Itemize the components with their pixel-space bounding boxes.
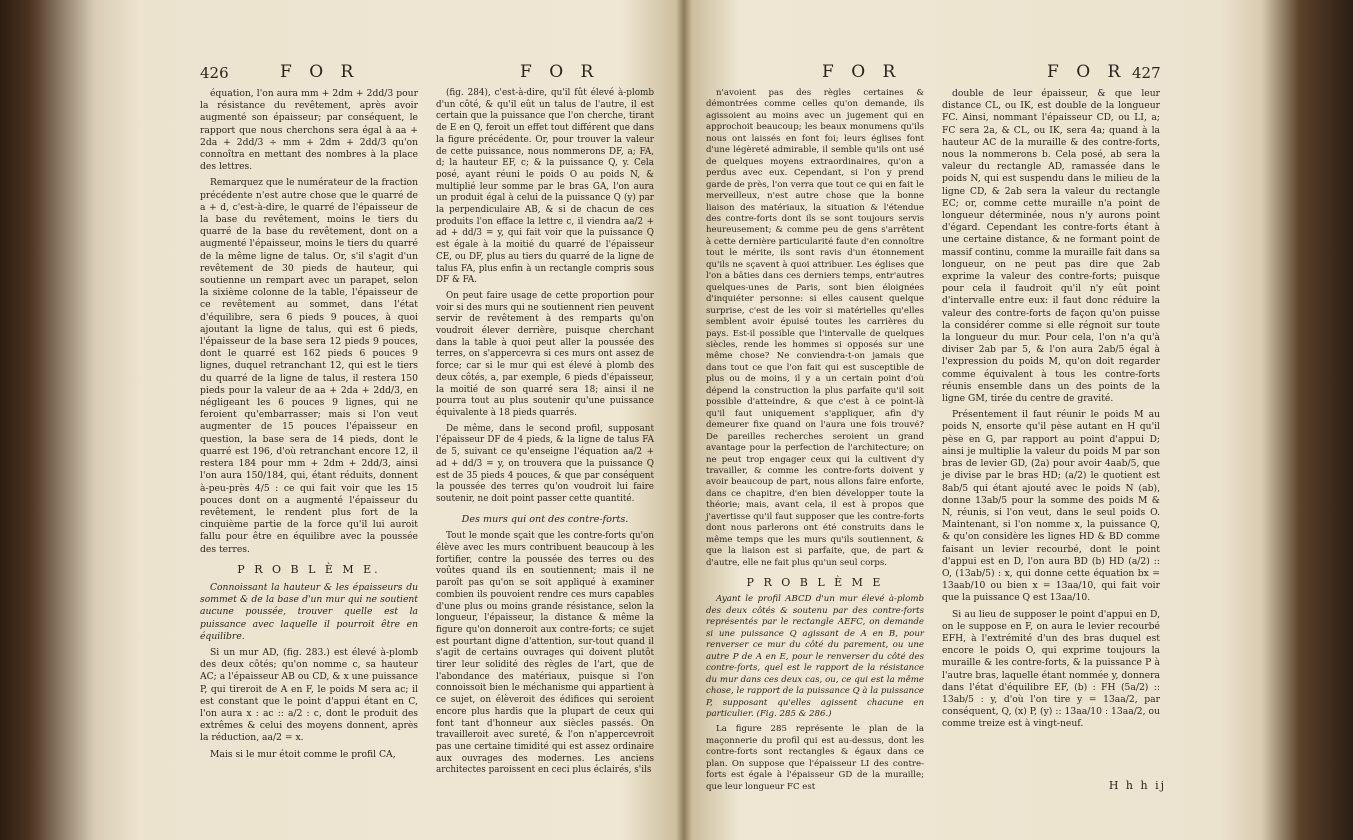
probleme-statement: Connoissant la hauteur & les épaisseurs du sommet & de la base d'un mur qui ne soutient aucune poussée, trouver quelle est la puissance avec laquelle il pourroit être en équilibre. bbox=[200, 581, 418, 642]
paragraph: Présentement il faut réunir le poids M au poids N, ensorte qu'il pèse autant en H qu'il pèse en G, par rapport au point d'appui D; ainsi je multiplie la valeur du poids M par son bras de levier GD, (2a) pour avoir 4aab/5, que je divise par le bras HD; (a/2) le quotient est 8ab/5 qui étant ajouté avec le poids N (ab), donne 13ab/5 pour la somme des poids M & N, réunis, si l'on veut, dans le seul poids O. Maintenant, si l'on nomme x, la puissance Q, & qu'on considère les lignes HD & BD comme faisant un levier recourbé, dont le point d'appui est en D, l'on aura BD (b) HD (a/2) :: O, (13ab/5) : x, qui donne cette équation bx = 13aab/10 ou bien x = 13aa/10, qui fait voir que la puissance Q est 13aa/10. bbox=[942, 409, 1160, 604]
paragraph: Mais si le mur étoit comme le profil CA, bbox=[210, 748, 396, 760]
paragraph: Si au lieu de supposer le point d'appui en D, on le suppose en F, on aura le levier recourbé EFH, à l'extrémité d'un des bras duquel est encore le poids O, qui exprime toujours la muraille & les contre-forts, & la puissance P à l'autre bras, laquelle étant nommée y, donnera dans l'état d'équilibre EF, (b) : FH (5a/2) :: 13ab/5 : y, d'où l'on tire y = 13aa/2, par conséquent, Q, (x) P, (y) :: 13aa/10 : 13aa/2, ou comme treize est à vingt-neuf. bbox=[942, 608, 1160, 730]
left-page bbox=[190, 0, 660, 840]
left-head-word: F O R bbox=[280, 62, 360, 82]
probleme-statement: Ayant le profil ABCD d'un mur élevé à-plomb des deux côtés & soutenu par des contre-forts représentés par le rectangle AEFC, on demande si une puissance Q agissant de A en B, pour renverser ce mur du côté du parement, ou une autre P de A en E, pour le renverser du côté des contre-forts, quel est le rapport de la résistance du mur dans ces deux cas, ou, ce qui est la même chose, le rapport de la puissance Q à la puissance P, supposant qu'elles agissent chacune en particulier. (Fig. 285 & 286.) bbox=[706, 594, 924, 720]
paragraph: Remarquez que le numérateur de la fraction précédente n'est autre chose que le quarré de a + d, c'est-à-dire, le quarré de l'épaisseur de la base du revêtement, moins le tiers du quarré de la base du revêtement, dont on a augmenté l'épaisseur, moins le tiers du quarré de la même ligne de talus. Or, s'il s'agit d'un revêtement de 30 pieds de hauteur, qui soutienne un rempart avec un parapet, selon la sixième colonne de la table, l'épaisseur de ce revêtement au sommet, dans l'état d'équilibre, sera 6 pieds 9 pouces, à quoi ajoutant la ligne de talus, qui est 6 pieds, l'épaisseur de la base sera 12 pieds 9 pouces, dont le quarré est 162 pieds 6 pouces 9 lignes, duquel retranchant 12, qui est le tiers du quarré de la ligne de talus, il restera 150 pieds pour la valeur de aa + 2da + 2dd/3, en négligeant les 6 pouces 9 lignes, qui ne feroient qu'embarrasser; mais si l'on veut augmenter de 15 pouces l'épaisseur en question, la base sera de 14 pieds, dont le quarré est 196, d'où retranchant encore 12, il restera 184 pour mm + 2dm + 2dd/3, ainsi l'on aura 150/184, qui, étant réduits, donnent à-peu-près 4/5 : ce qui fait voir que les 15 pouces dont on a augmenté l'épaisseur du revêtement, le rendent plus fort de la cinquième partie de la force qu'il lui auroit fallu pour être en équilibre avec la poussée des terres. bbox=[200, 177, 418, 555]
right-col2-head-word: F O R bbox=[1047, 62, 1127, 82]
paragraph: n'avoient pas des règles certaines & démontrées comme celles qu'on demande, ils agissoient au moins avec un jugement qui en approchoit beaucoup; les beaux monumens qu'ils nous ont laissés en font foi; leurs églises font d'une légèreté admirable, il semble qu'ils ont usé de quelques moyens extraordinaires, qu'on a perdus avec eux. Cependant, si l'on y prend garde de près, l'on verra que tout ce qui en fait le merveilleux, n'est autre chose que la bonne liaison des matériaux, la situation & l'étendue des contre-forts dont ils se sont toujours servis heureusement; & comme peu de gens s'arrêtent à cette dernière particularité faute d'en connoître tout le mérite, ils sont ravis d'un étonnement qu'ils ne sçavent à quoi attribuer. Les églises que l'on a bâties dans ces derniers temps, entr'autres quelques-unes de Paris, sont bien éloignées d'inquiéter personne: si elles causent quelque surprise, c'est de les voir si matérielles qu'elles semblent avoir épuisé toutes les carrières du pays. Est-il possible que l'intervalle de quelques siècles, rende les hommes si opposés sur une même chose? Ne conviendra-t-on jamais que dans tout ce que l'on fait qui est susceptible de plus ou de moins, il y a un certain point d'où dépend la construction la plus parfaite qu'il soit possible d'atteindre, & que c'est à ce point-là qu'il faut uniquement s'appliquer, afin d'y demeurer fixe quand on l'aura une fois trouvé? De pareilles recherches seroient un grand avantage pour la perfection de l'architecture; on ne peut trop engager ceux qui la cultivent d'y travailler, & comme les contre-forts doivent y avoir beaucoup de part, nous allons faire enforte, dans ce chapitre, d'en bien développer toute la théorie; mais, avant cela, il est à propos que j'avertisse qu'il faut supposer que les contre-forts dont nous parlerons ont été construits dans le même temps que les murs qu'ils soutiennent, & que la liaison est si parfaite, que, de part & d'autre, elle ne fait plus qu'un seul corps. bbox=[706, 88, 924, 568]
paragraph: Tout le monde sçait que les contre-forts qu'on élève avec les murs contribuent beaucoup à les fortifier, contre la poussée des terres ou des voûtes quand ils en soutiennent; mais il ne paroît pas qu'on se soit appliqué à examiner combien ils pouvoient rendre ces murs capables d'une plus ou moins grande résistance, selon la longueur, l'épaisseur, la distance & même la figure qu'on donneroit aux contre-forts; ce sujet est pourtant digne d'attention, sur-tout quand il s'agit de certains ouvrages qui doivent plutôt tirer leur solidité des règles de l'art, que de l'abondance des matériaux, puisque si l'on connoissoit bien le méchanisme qui appartient à ce sujet, on élèveroit des édifices qui seroient encore plus hardis que la plupart de ceux qui font tant d'honneur aux siècles passés. On travailleroit avec sureté, & l'on n'appercevroit pas une certaine timidité qui est assez ordinaire aux ouvrages des modernes. Les anciens architectes paroissent en ceci plus éclairés, s'ils bbox=[436, 531, 654, 776]
paragraph: De même, dans le second profil, supposant l'épaisseur DF de 4 pieds, & la ligne de talus FA de 5, suivant ce qu'enseigne l'équation aa/2 + ad + dd/3 = y, on trouvera que la puissance Q est de 35 pieds 4 pouces, & que par conséquent la poussée des terres qu'on voudroit lui faire soutenir, ne doit point passer cette quantité. bbox=[436, 423, 654, 504]
probleme-heading: P R O B L È M E. bbox=[237, 562, 381, 576]
paragraph: (fig. 284), c'est-à-dire, qu'il fût élevé à-plomb d'un côté, & qu'il eût un talus de l'autre, il est certain que la puissance que l'on cherche, tirant de E en Q, feroit un effet tout différent que dans la figure précédente. Or, pour trouver la valeur de cette puissance, nous nommerons DF, a; FA, d; la hauteur EF, c; & la puissance Q, y. Cela posé, ayant réuni le poids O au poids N, & multiplié leur somme par le bras GA, l'on aura un produit égal à celui de la puissance Q (y) par la perpendiculaire AB, & si de chacun de ces produits l'on efface la lettre c, il viendra aa/2 + ad + dd/3 = y, qui fait voir que la puissance Q est égale à la moitié du quarré de l'épaisseur CE, ou DF, plus au tiers du quarré de la ligne de talus FA, plus enfin à un rectangle compris sous DF & FA. bbox=[436, 88, 654, 286]
paragraph: La figure 285 représente le plan de la maçonnerie du profil qui est au-dessus, dont les contre-forts sont rectangles & égaux dans ce plan. On suppose que l'épaisseur LI des contre-forts est égale à l'épaisseur GD de la muraille; que leur longueur FC est bbox=[706, 724, 924, 792]
paragraph: On peut faire usage de cette proportion pour voir si des murs qui ne soutiennent rien peuvent servir de revêtement à des remparts qu'on voudroit élever derrière, puisque cherchant dans la table à quoi peut aller la poussée des terres, on s'appercevra si ces murs ont assez de force; car si le mur qui est élevé à plomb des deux côtés, a, par exemple, 6 pieds d'épaisseur, la moitié de son quarré sera 18; ainsi il ne pourra tout au plus soutenir qu'une puissance équivalente à 18 pieds quarrés. bbox=[436, 290, 654, 418]
left-page-number: 426 bbox=[200, 64, 229, 82]
paragraph: double de leur épaisseur, & que leur distance CL, ou IK, est double de la longueur FC. Ainsi, nommant l'épaisseur CD, ou LI, a; FC sera 2a, & CL, ou IK, sera 4a; quand à la hauteur AC de la muraille & des contre-forts, nous la nommerons b. Cela posé, ab sera la valeur du rectangle AD, ramassée dans le poids N, qui est suspendu dans le milieu de la ligne CD, & 2ab sera la valeur du rectangle EC; or, comme cette muraille n'a point de longueur déterminée, nous n'y aurons point d'égard. Cependant les contre-forts étant à une certaine distance, & ne formant point de massif continu, comme la muraille fait dans sa longueur, on ne peut pas dire que 2ab exprime la valeur des contre-forts; puisque pour cela il faudroit qu'il n'y eût point d'intervalle entre eux: il faut donc réduire la valeur des contre-forts de façon qu'on puisse la considérer comme si elle régnoit sur toute la longueur du mur. Pour cela, l'on n'a qu'à diviser 2ab par 5, & l'on aura 2ab/5 égal à l'expression du poids M, qu'on doit regarder comme équivalent à tous les contre-forts réunis ensemble dans un des points de la ligne GM, tirée du centre de gravité. bbox=[942, 88, 1160, 405]
right-page bbox=[702, 0, 1172, 840]
right-running-head bbox=[702, 62, 1172, 88]
right-page-number: 427 bbox=[1132, 64, 1161, 82]
paragraph: Si un mur AD, (fig. 283.) est élevé à-plomb des deux côtés; qu'on nomme c, sa hauteur AC; a l'épaisseur AB ou CD, & x une puissance P, qui tireroit de A en F, le poids M sera ac; il est constant que le point d'appui étant en C, l'on aura x : ac :: a/2 : c, dont le produit des extrêmes & celui des moyens donnent, après la réduction, aa/2 = x. bbox=[200, 646, 418, 744]
probleme-heading: P R O B L È M E bbox=[746, 576, 884, 590]
left-column-2 bbox=[436, 88, 654, 781]
section-heading: Des murs qui ont des contre-forts. bbox=[461, 513, 629, 525]
right-head-word: F O R bbox=[822, 62, 902, 82]
right-column-2 bbox=[942, 88, 1160, 735]
paragraph: équation, l'on aura mm + 2dm + 2dd/3 pour la résistance du revêtement, après avoir augmenté son épaisseur; par conséquent, le rapport que nous cherchons sera égal à aa + 2da + 2dd/3 ÷ mm + 2dm + 2dd/3 qu'on connoîtra en mettant des nombres à la place des lettres. bbox=[200, 88, 418, 173]
right-column-1 bbox=[706, 88, 924, 797]
left-running-head bbox=[190, 62, 660, 88]
signature-mark: H h h ij bbox=[1108, 779, 1166, 792]
left-column-1 bbox=[200, 88, 418, 765]
left-col2-head-word: F O R bbox=[520, 62, 600, 82]
